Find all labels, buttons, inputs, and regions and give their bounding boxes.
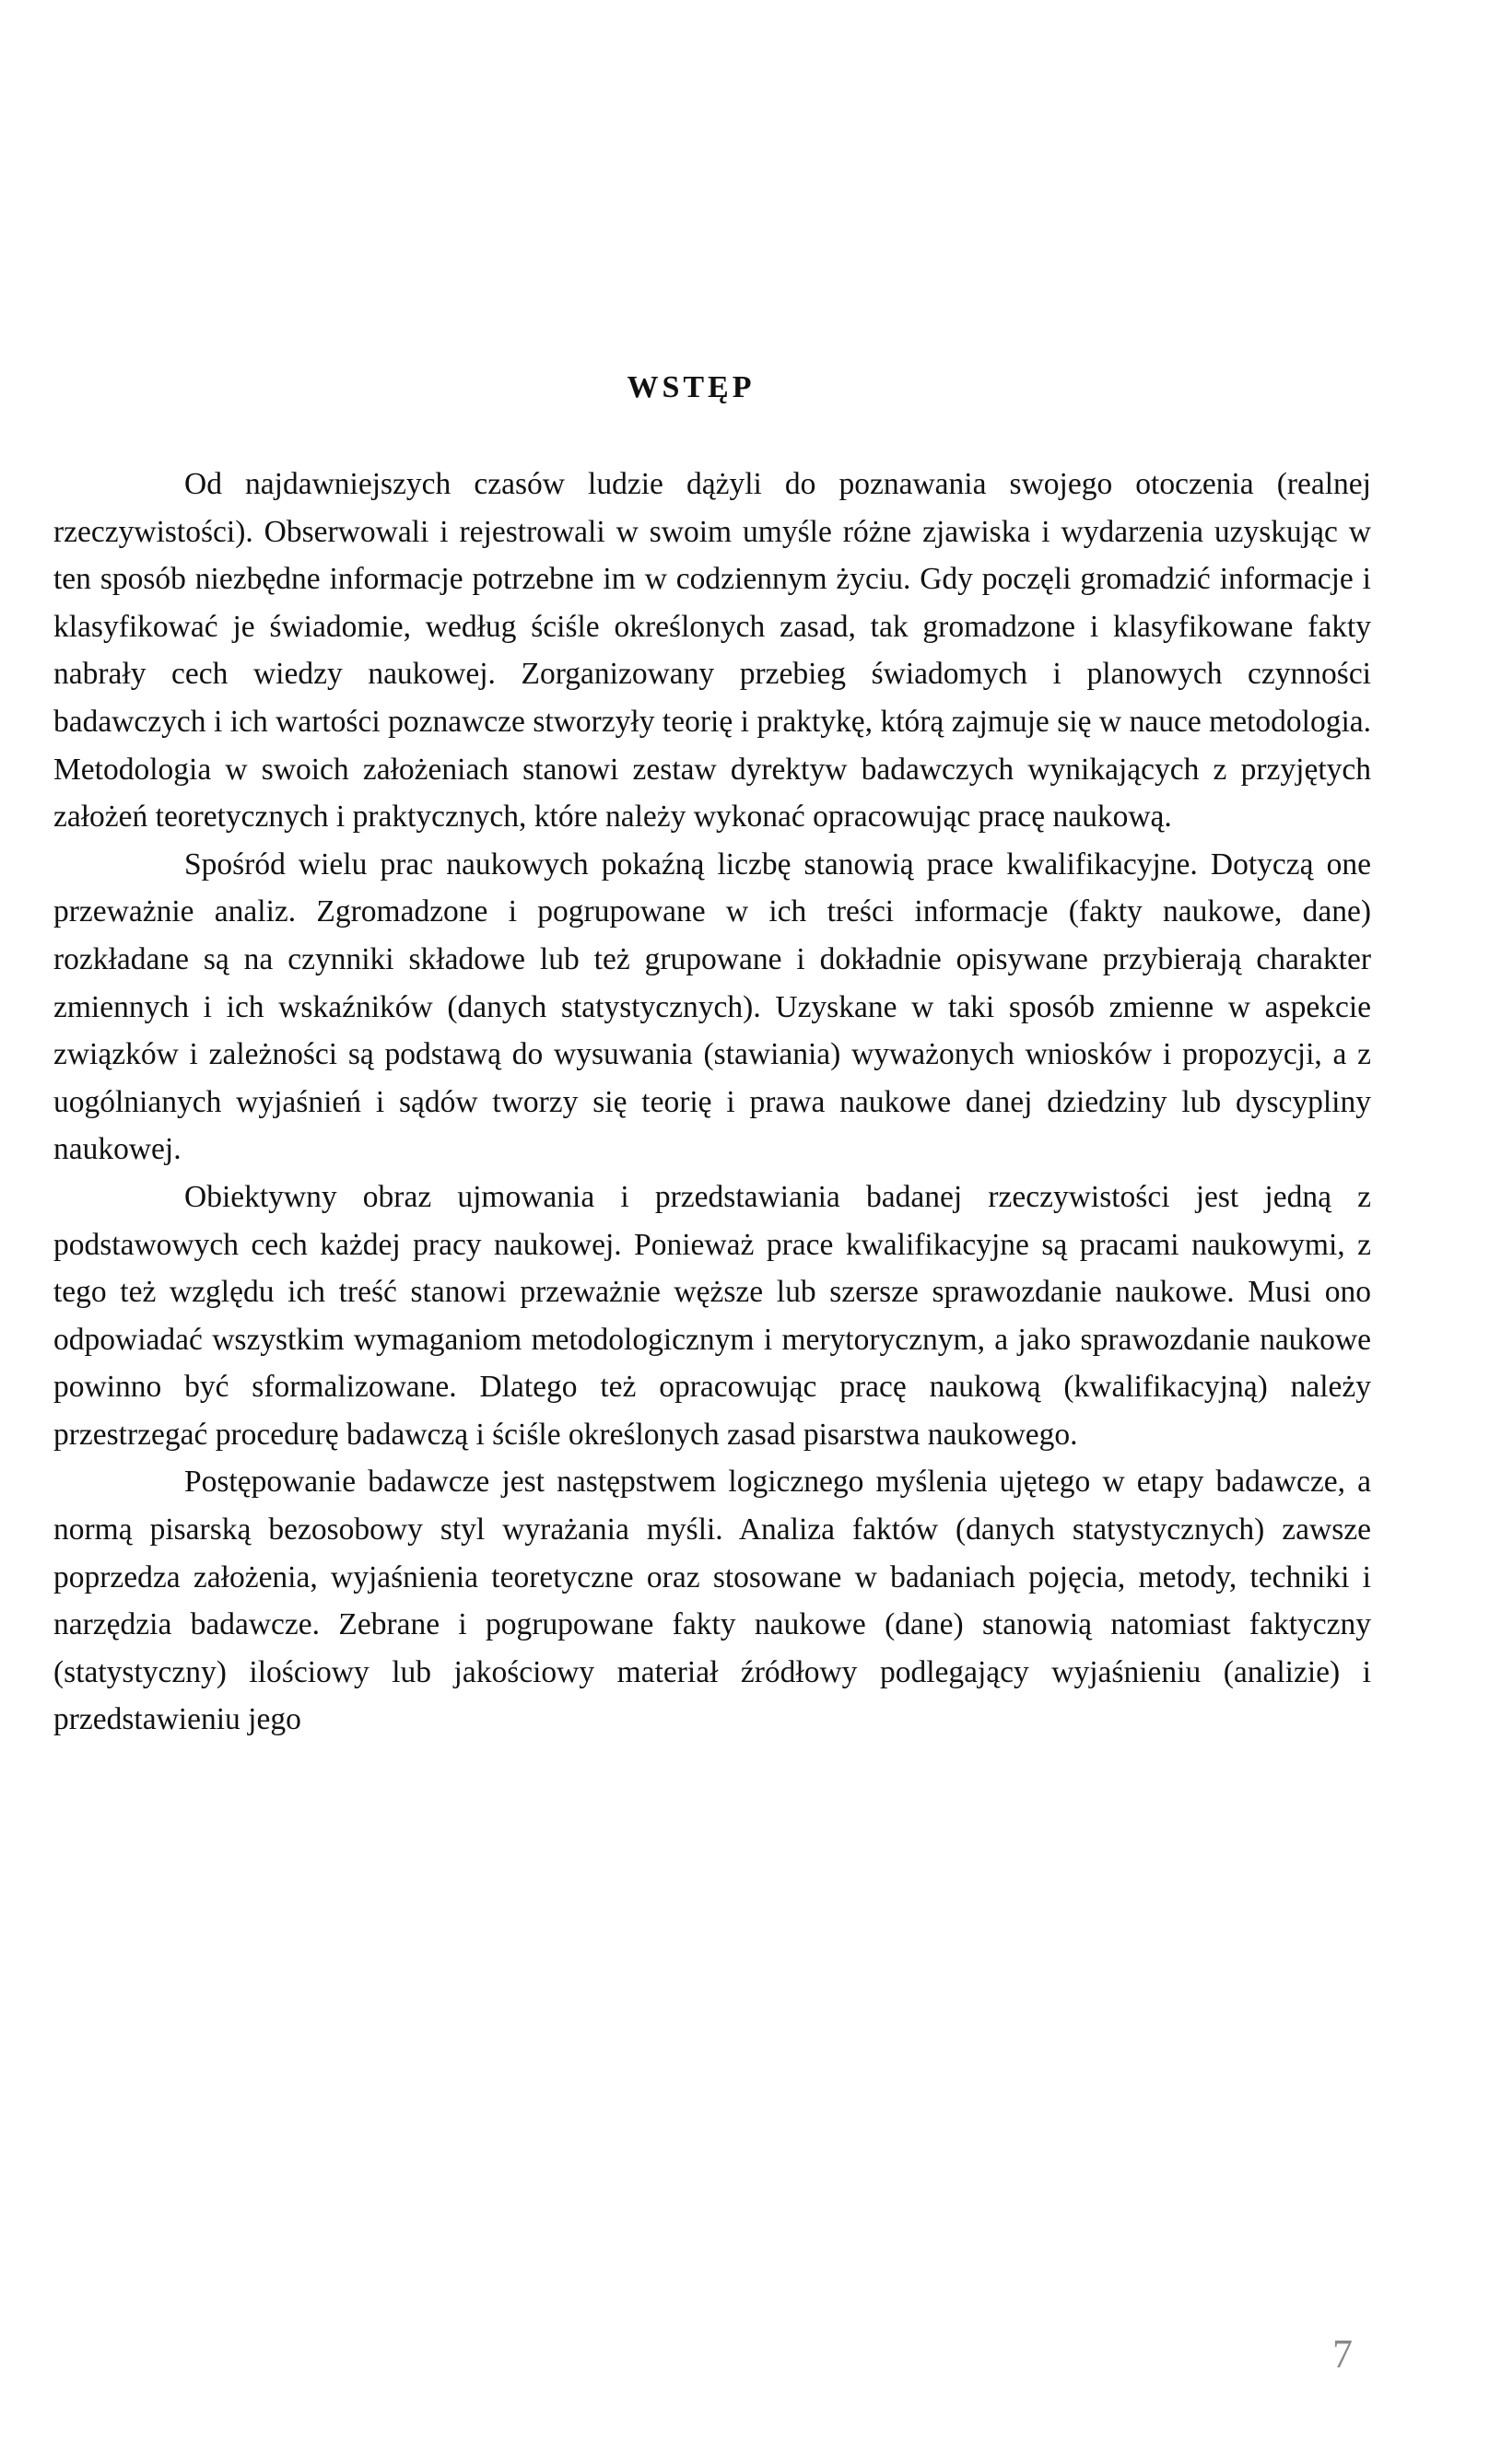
paragraph-2: Spośród wielu prac naukowych pokaźną liczbę stanowią prace kwalifikacyjne. Dotyczą one przeważnie analiz. Zgromadzone i pogrupowane w ich treści informacje (fakty naukowe, dane) rozkładane są na czynniki składowe lub też grupowane i dokładnie opisywane przybierają charakter zmiennych i ich wskaźników (danych statystycznych). Uzyskane w taki sposób zmienne w aspekcie związków i zależności są podstawą do wysuwania (stawiania) wyważonych wniosków i propozycji, a z uogólnianych wyjaśnień i sądów tworzy się teorię i prawa naukowe danej dziedziny lub dyscypliny naukowej. <box>53 847 1371 1167</box>
body-text <box>53 461 1371 1744</box>
paragraph-3: Obiektywny obraz ujmowania i przedstawiania badanej rzeczywistości jest jedną z podstawowych cech każdej pracy naukowej. Ponieważ prace kwalifikacyjne są pracami naukowymi, z tego też względu ich treść stanowi przeważnie węższe lub szersze sprawozdanie naukowe. Musi ono odpowiadać wszystkim wymaganiom metodologicznym i merytorycznym, a jako sprawozdanie naukowe powinno być sformalizowane. Dlatego też opracowując pracę naukową (kwalifikacyjną) należy przestrzegać procedurę badawczą i ściśle określonych zasad pisarstwa naukowego. <box>53 1179 1371 1452</box>
paragraph-1: Od najdawniejszych czasów ludzie dążyli do poznawania swojego otoczenia (realnej rzeczywistości). Obserwowali i rejestrowali w swoim umyśle różne zjawiska i wydarzenia uzyskując w ten sposób niezbędne informacje potrzebne im w codziennym życiu. Gdy poczęli gromadzić informacje i klasyfikować je świadomie, według ściśle określonych zasad, tak gromadzone i klasyfikowane fakty nabrały cech wiedzy naukowej. Zorganizowany przebieg świadomych i planowych czynności badawczych i ich wartości poznawcze stworzyły teorię i praktykę, którą zajmuje się w nauce metodologia. Metodologia w swoich założeniach stanowi zestaw dyrektyw badawczych wynikających z przyjętych założeń teoretycznych i praktycznych, które należy wykonać opracowując pracę naukową. <box>53 467 1371 835</box>
page-number: 7 <box>1332 2331 1353 2376</box>
page-heading: WSTĘP <box>627 370 756 404</box>
paragraph-4: Postępowanie badawcze jest następstwem logicznego myślenia ujętego w etapy badawcze, a normą pisarską bezosobowy styl wyrażania myśli. Analiza faktów (danych statystycznych) zawsze poprzedza założenia, wyjaśnienia teoretyczne oraz stosowane w badaniach pojęcia, metody, techniki i narzędzia badawcze. Zebrane i pogrupowane fakty naukowe (dane) stanowią natomiast faktyczny (statystyczny) ilościowy lub jakościowy materiał źródłowy podlegający wyjaśnieniu (analizie) i przedstawieniu jego <box>53 1465 1371 1737</box>
